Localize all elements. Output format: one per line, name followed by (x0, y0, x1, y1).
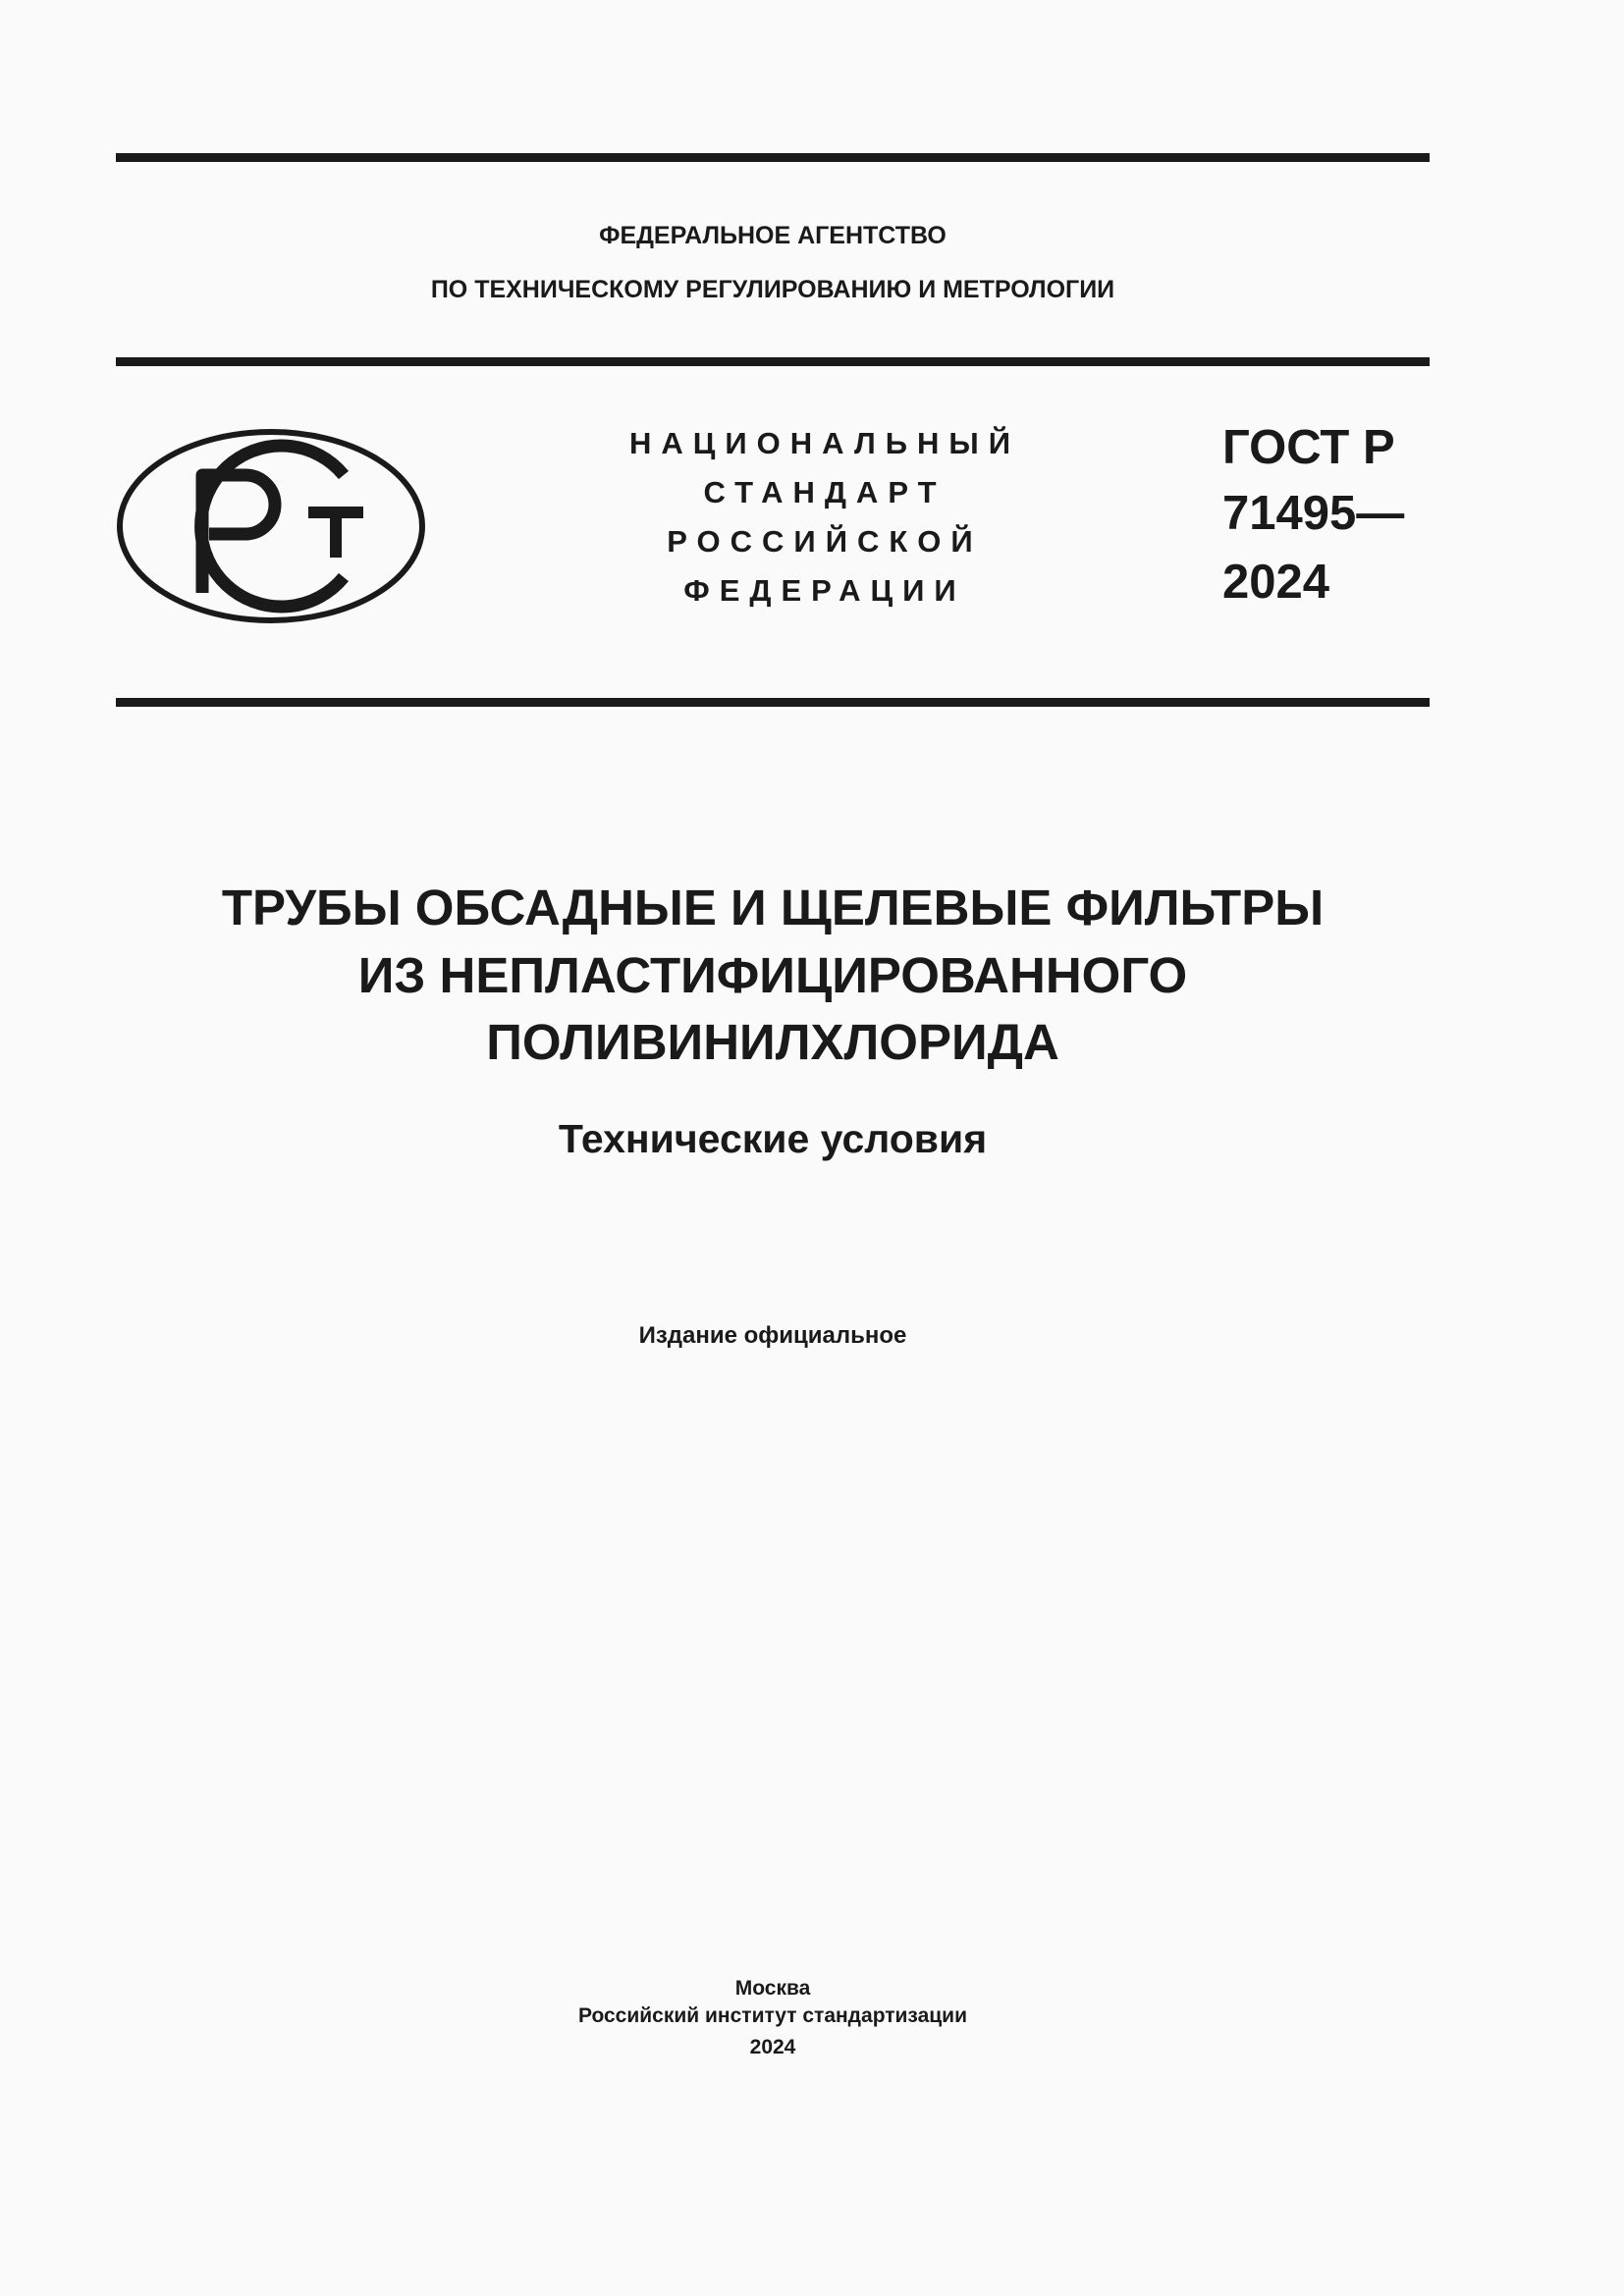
standard-designation-number: 71495— (1222, 487, 1405, 540)
imprint-city: Москва (734, 1977, 811, 2000)
rst-conformity-mark-icon (116, 428, 426, 624)
top-rule (116, 153, 1430, 162)
standard-type-line: РОССИЙСКОЙ (667, 524, 983, 559)
standard-type-line: ФЕДЕРАЦИИ (683, 573, 966, 608)
document-title-line1: ТРУБЫ ОБСАДНЫЕ И ЩЕЛЕВЫЕ ФИЛЬТРЫ (221, 880, 1325, 935)
imprint-publisher: Российский институт стандартизации (577, 2004, 968, 2027)
edition-note: Издание официальное (638, 1322, 907, 1349)
document-title-line2: ИЗ НЕПЛАСТИФИЦИРОВАННОГО (357, 947, 1188, 1003)
header-rule (116, 357, 1430, 366)
standard-designation-prefix: ГОСТ Р (1222, 421, 1395, 474)
standard-type-line: НАЦИОНАЛЬНЫЙ (628, 426, 1021, 460)
document-subtitle: Технические условия (558, 1116, 988, 1161)
section-rule (116, 698, 1430, 707)
imprint-year: 2024 (749, 2036, 796, 2058)
agency-name-line1: ФЕДЕРАЛЬНОЕ АГЕНТСТВО (599, 222, 947, 249)
agency-name-line2: ПО ТЕХНИЧЕСКОМУ РЕГУЛИРОВАНИЮ И МЕТРОЛОГИИ (430, 276, 1115, 303)
document-title-line3: ПОЛИВИНИЛХЛОРИДА (486, 1014, 1059, 1070)
standard-designation-year: 2024 (1222, 556, 1330, 609)
standard-type-line: СТАНДАРТ (703, 475, 947, 509)
